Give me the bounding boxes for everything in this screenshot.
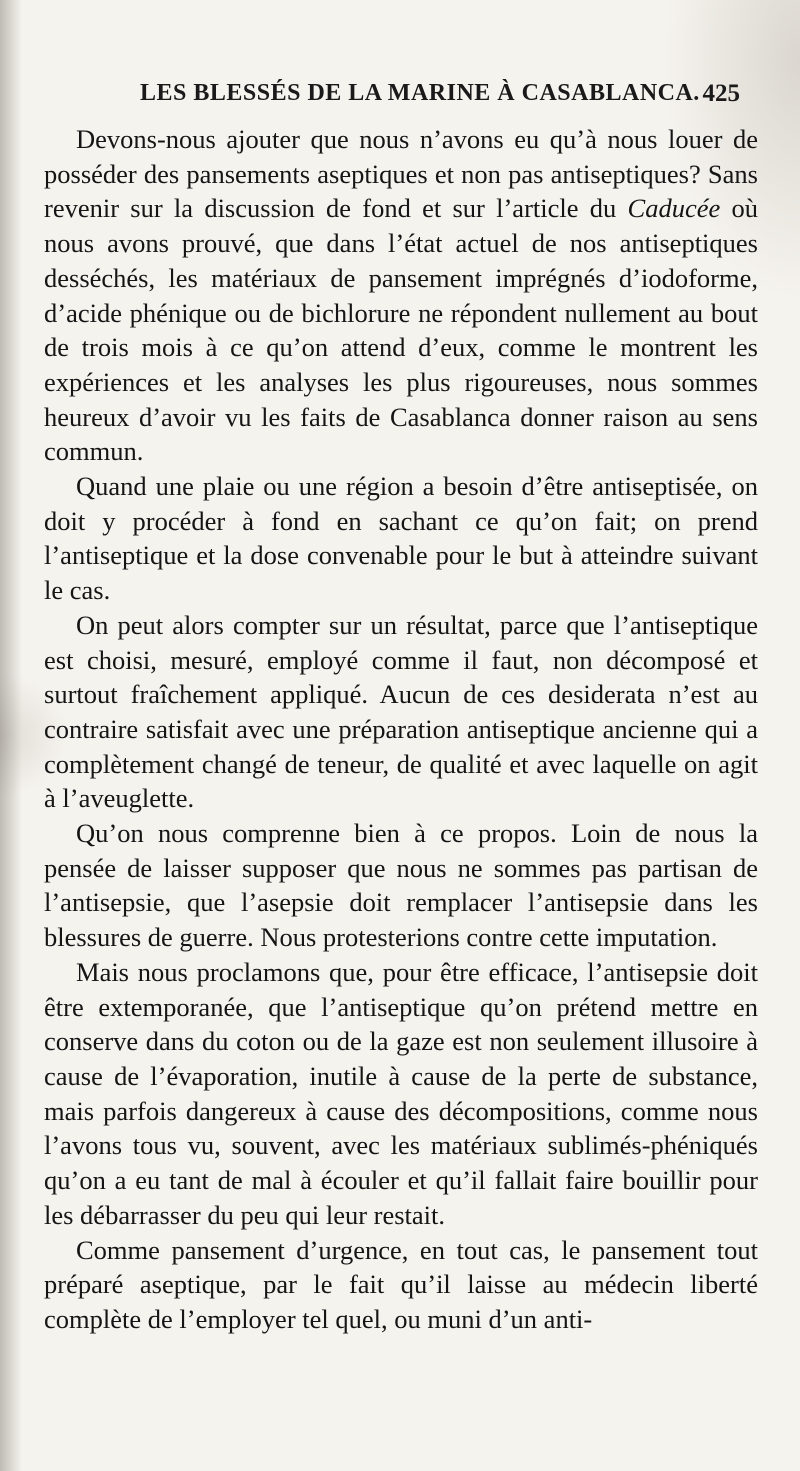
page-edge-shadow	[0, 0, 22, 1471]
page-number: 425	[702, 80, 740, 107]
paragraph-1-text-a: Devons-nous ajouter que nous n’avons eu qu’à nous louer de posséder des pansements aseptiques et non pas antiseptiques? Sans revenir sur la discussion de fond et sur l’article du	[44, 124, 758, 224]
paragraph-2: Quand une plaie ou une région a besoin d’être antiseptisée, on doit y procéder à fond en sachant ce qu’on fait; on prend l’antiseptique et la dose convenable pour le but à atteindre suivant le cas.	[44, 471, 758, 606]
paragraph-4: Qu’on nous comprenne bien à ce propos. Loin de nous la pensée de laisser supposer que nous ne sommes pas partisan de l’antisepsie, que l’asepsie doit remplacer l’antisepsie dans les blessures de guerre. Nous protesterions contre cette imputation.	[44, 818, 758, 953]
paragraph-6: Comme pansement d’urgence, en tout cas, le pansement tout préparé aseptique, par le fait qu’il laisse au médecin liberté complète de l’employer tel quel, ou muni d’un anti-	[44, 1234, 758, 1334]
paragraph-1-text-b: où nous avons prouvé, que dans l’état actuel de nos antiseptiques desséchés, les matériaux de pansement imprégnés d’iodoforme, d’acide phénique ou de bichlorure ne répondent nullement au bout de trois mois à ce qu’on attend d’eux, comme le montrent les expériences et les analyses les plus rigoureuses, nous sommes heureux d’avoir vu les faits de Casablanca donner raison au sens commun.	[44, 193, 758, 467]
body-text	[44, 122, 758, 1337]
journal-title-caducee: Caducée	[627, 193, 721, 224]
page-header	[60, 80, 740, 116]
paragraph-3: On peut alors compter sur un résultat, parce que l’antiseptique est choisi, mesuré, employé comme il faut, non décomposé et surtout fraîchement appliqué. Aucun de ces desiderata n’est au contraire satisfait avec une préparation antiseptique ancienne qui a complètement changé de teneur, de qualité et avec laquelle on agit à l’aveuglette.	[44, 609, 758, 814]
paragraph-1	[44, 122, 758, 469]
running-head: LES BLESSÉS DE LA MARINE À CASABLANCA.	[140, 80, 700, 106]
paragraph-5: Mais nous proclamons que, pour être efficace, l’antisepsie doit être extemporanée, que l’antiseptique qu’on prétend mettre en conserve dans du coton ou de la gaze est non seulement illusoire à cause de l’évaporation, inutile à cause de la perte de substance, mais parfois dangereux à cause des décompositions, comme nous l’avons tous vu, souvent, avec les matériaux sublimés-phéniqués qu’on a eu tant de mal à écouler et qu’il fallait faire bouillir pour les débarrasser du peu qui leur restait.	[44, 956, 758, 1230]
